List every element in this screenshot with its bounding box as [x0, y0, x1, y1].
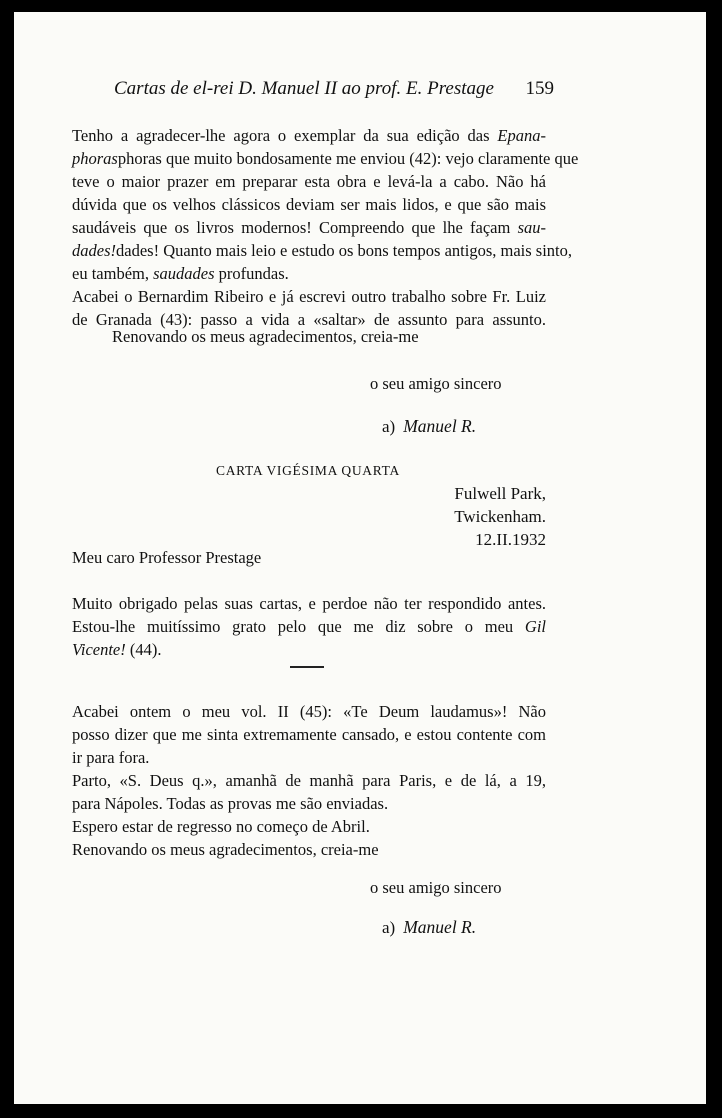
book-page — [14, 12, 706, 1104]
text-line: Estou-lhe muitíssimo grato pelo que me diz sobre o meu Gil — [72, 617, 546, 636]
text-line: Parto, «S. Deus q.», amanhã de manhã para Paris, e de lá, a 19, — [72, 771, 546, 790]
running-title: Cartas de el-rei D. Manuel II ao prof. E. Prestage — [114, 78, 494, 99]
letter2-paragraph-2 — [72, 700, 546, 861]
renewal-line: Renovando os meus agradecimentos, creia-me — [112, 327, 419, 346]
text-line: phorasphoras que muito bondosamente me enviou (42): vejo claramente que — [72, 149, 579, 168]
letter1-paragraph — [72, 124, 579, 331]
running-header — [114, 78, 554, 100]
text-line: de Granada (43): passo a vida a «saltar» de assunto para assunto. — [72, 310, 546, 329]
text-line: ir para fora. — [72, 748, 150, 767]
text-line: dúvida que os velhos clássicos deviam ser mais lidos, e que são mais — [72, 195, 546, 214]
text-line: Vicente! (44). — [72, 640, 162, 659]
section-divider — [290, 666, 324, 668]
page-number: 159 — [525, 78, 554, 99]
date-line: 12.II.1932 — [475, 530, 546, 549]
letter2-paragraph-1 — [72, 592, 546, 661]
text-line: Acabei o Bernardim Ribeiro e já escrevi outro trabalho sobre Fr. Luiz — [72, 287, 546, 306]
signature: a) Manuel R. — [382, 917, 477, 937]
signature: a) Manuel R. — [382, 416, 477, 436]
address-line: Twickenham. — [454, 507, 546, 526]
text-line: dades!dades! Quanto mais leio e estudo os bons tempos antigos, mais sinto, — [72, 241, 572, 260]
salutation: Meu caro Professor Prestage — [72, 548, 262, 567]
closing: o seu amigo sincero — [370, 374, 502, 393]
text-line: Tenho a agradecer-lhe agora o exemplar da sua edição das Epana- — [72, 126, 546, 145]
address-block — [454, 482, 546, 551]
text-line: posso dizer que me sinta extremamente cansado, e estou contente com — [72, 725, 546, 744]
text-line: Acabei ontem o meu vol. II (45): «Te Deum laudamus»! Não — [72, 702, 546, 721]
letter-heading: CARTA VIGÉSIMA QUARTA — [216, 463, 400, 478]
text-line: Espero estar de regresso no começo de Abril. — [72, 817, 370, 836]
closing: o seu amigo sincero — [370, 878, 502, 897]
text-line: Renovando os meus agradecimentos, creia-me — [72, 840, 379, 859]
text-line: teve o maior prazer em preparar esta obra e levá-la a cabo. Não há — [72, 172, 546, 191]
text-line: saudáveis que os livros modernos! Compreendo que lhe façam sau- — [72, 218, 546, 237]
address-line: Fulwell Park, — [454, 484, 546, 503]
text-line: para Nápoles. Todas as provas me são enviadas. — [72, 794, 389, 813]
text-line: Muito obrigado pelas suas cartas, e perdoe não ter respondido antes. — [72, 594, 546, 613]
text-line: eu também, saudades profundas. — [72, 264, 289, 283]
